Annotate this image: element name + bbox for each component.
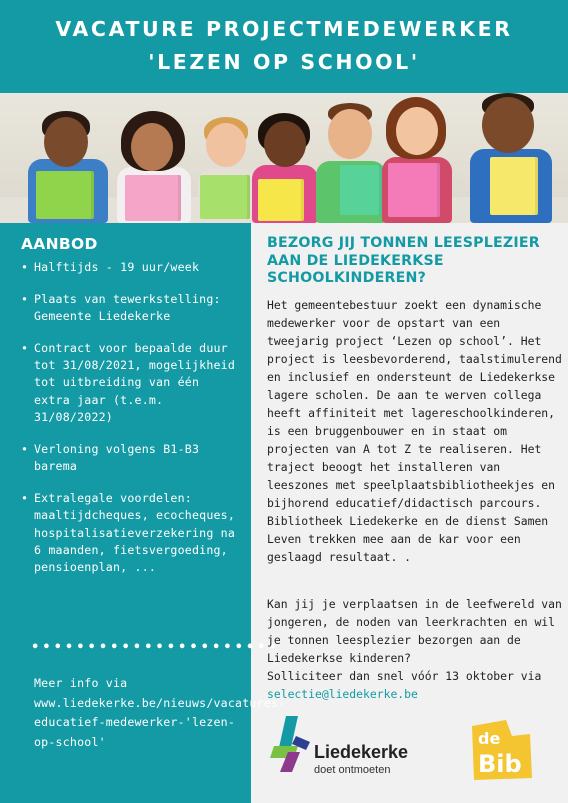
list-item: • Plaats van tewerkstelling: Gemeente Liedekerke (21, 291, 221, 324)
title-line-2: 'LEZEN OP SCHOOL' (148, 50, 420, 74)
bib-badge-icon (466, 718, 536, 784)
call-to-action (267, 595, 563, 703)
email-link[interactable]: selectie@liedekerke.be (267, 687, 418, 701)
aanbod-panel (0, 223, 286, 803)
liedekerke-logo-mark-icon (268, 712, 314, 774)
svg-text:Bib: Bib (478, 750, 522, 778)
apply-text: Solliciteer dan snel vóór 13 oktober via (267, 669, 542, 683)
list-item: • Verloning volgens B1-B3 barema (21, 441, 200, 474)
de-bib-logo (466, 718, 536, 784)
list-item: • Contract voor bepaalde duur tot 31/08/2021, mogelijkheid tot uitbreiding van één extra jaar (t.e.m. 31/08/2022) (21, 340, 236, 425)
list-item: • Halftijds - 19 uur/week (21, 260, 200, 274)
liedekerke-name: Liedekerke (314, 742, 409, 762)
aanbod-heading: AANBOD (21, 235, 98, 253)
description-heading: BEZORG JIJ TONNEN LEESPLEZIER AAN DE LIEDEKERKSE SCHOOLKINDEREN? (267, 235, 540, 287)
liedekerke-logo (268, 712, 408, 782)
dotted-divider: •••••••••••••••••••••• (31, 640, 280, 655)
header-banner (0, 0, 568, 93)
list-item: • Extralegale voordelen: maaltijdcheques, ecocheques, hospitalisatieverzekering na 6 maanden, fietsvergoeding, pensioenplan, ... (21, 490, 236, 575)
svg-text:de: de (478, 729, 501, 748)
liedekerke-tagline: doet ontmoeten (314, 764, 391, 776)
description-paragraph: Het gemeentebestuur zoekt een dynamische medewerker voor de opstart van een tweejarig project ‘Lezen op school’. Het project is leesbevorderend, taalstimulerend en inclusief en ondersteunt de Liedekerkse lagere scholen. De aan te werven collega heeft affiniteit met lagereschoolkinderen, is een bruggenbouwer en in staat om projecten van A tot Z te realiseren. Het traject beoogt het installeren van leeszones met speelplaatsbibliotheekjes en bijhorend educatief/didactisch parcours. Bibliotheek Liedekerke en de dienst Samen Leven trekken mee aan de kar voor een geslaagd resultaat. . (267, 298, 562, 564)
more-info-link[interactable]: Meer info via www.liedekerke.be/nieuws/vacatures-educatief-medewerker-'lezen-op-school' (34, 676, 286, 749)
children-reading-photo (0, 93, 568, 223)
cta-question: Kan jij je verplaatsen in de leefwereld van jongeren, de noden van leerkrachten en wil je tonnen leesplezier bezorgen aan de Liedekerkse kinderen? (267, 597, 562, 665)
title-line-1: VACATURE PROJECTMEDEWERKER (55, 17, 513, 41)
aanbod-list (19, 259, 241, 591)
